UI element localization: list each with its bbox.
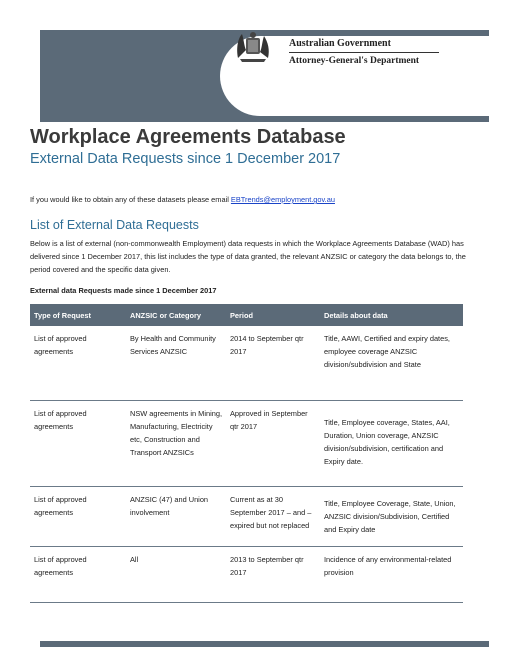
intro-text: [30, 195, 335, 204]
page-subtitle: External Data Requests since 1 December 2017: [30, 151, 341, 167]
footer-bar: [40, 641, 489, 647]
cell-details: Title, AAWI, Certified and expiry dates, employee coverage ANZSIC division/subdivision and State: [320, 326, 463, 400]
government-name: Australian Government: [289, 38, 391, 49]
table-row: [30, 546, 463, 602]
cell-type: List of approved agreements: [30, 326, 126, 400]
section-heading: List of External Data Requests: [30, 218, 199, 232]
header-period: Period: [226, 304, 320, 326]
cell-period: Current as at 30 September 2017 – and – expired but not replaced: [226, 486, 320, 546]
cell-period: 2013 to September qtr 2017: [226, 546, 320, 602]
cell-anzsic: All: [126, 546, 226, 602]
cell-details: Title, Employee coverage, States, AAI, Duration, Union coverage, ANZSIC division/subdivision, certification and Expiry date.: [320, 400, 463, 486]
table-header-row: [30, 304, 463, 326]
section-paragraph: Below is a list of external (non-commonwealth Employment) data requests in which the Workplace Agreements Database (WAD) has delivered since 1 December 2017, this list includes the type of data granted, the relevant ANZSIC or category the data belongs to, the period covered and the specific data given.: [30, 239, 466, 274]
email-link[interactable]: EBTrends@employment.gov.au: [230, 195, 335, 204]
cell-anzsic: By Health and Community Services ANZSIC: [126, 326, 226, 400]
cell-type: List of approved agreements: [30, 546, 126, 602]
header-divider: [289, 52, 439, 53]
table-row: [30, 326, 463, 400]
coat-of-arms-icon: [232, 28, 274, 64]
cell-anzsic: ANZSIC (47) and Union involvement: [126, 486, 226, 546]
cell-period: 2014 to September qtr 2017: [226, 326, 320, 400]
cell-details: Title, Employee Coverage, State, Union, ANZSIC division/Subdivision, Certified and Expiry date: [320, 486, 463, 546]
cell-anzsic: NSW agreements in Mining, Manufacturing, Electricity etc, Construction and Transport ANZSICs: [126, 400, 226, 486]
table-row: [30, 486, 463, 546]
cell-type: List of approved agreements: [30, 400, 126, 486]
cell-period: Approved in September qtr 2017: [226, 400, 320, 486]
table-caption: External data Requests made since 1 December 2017: [30, 286, 217, 295]
table-row: [30, 400, 463, 486]
intro-prefix: If you would like to obtain any of these datasets please email: [30, 195, 231, 204]
header-details: Details about data: [320, 304, 463, 326]
cell-details: Incidence of any environmental-related provision: [320, 546, 463, 602]
cell-type: List of approved agreements: [30, 486, 126, 546]
department-name: Attorney-General's Department: [289, 56, 420, 66]
page-title: Workplace Agreements Database: [30, 126, 346, 148]
requests-table: [30, 304, 463, 603]
header-type: Type of Request: [30, 304, 126, 326]
header-anzsic: ANZSIC or Category: [126, 304, 226, 326]
